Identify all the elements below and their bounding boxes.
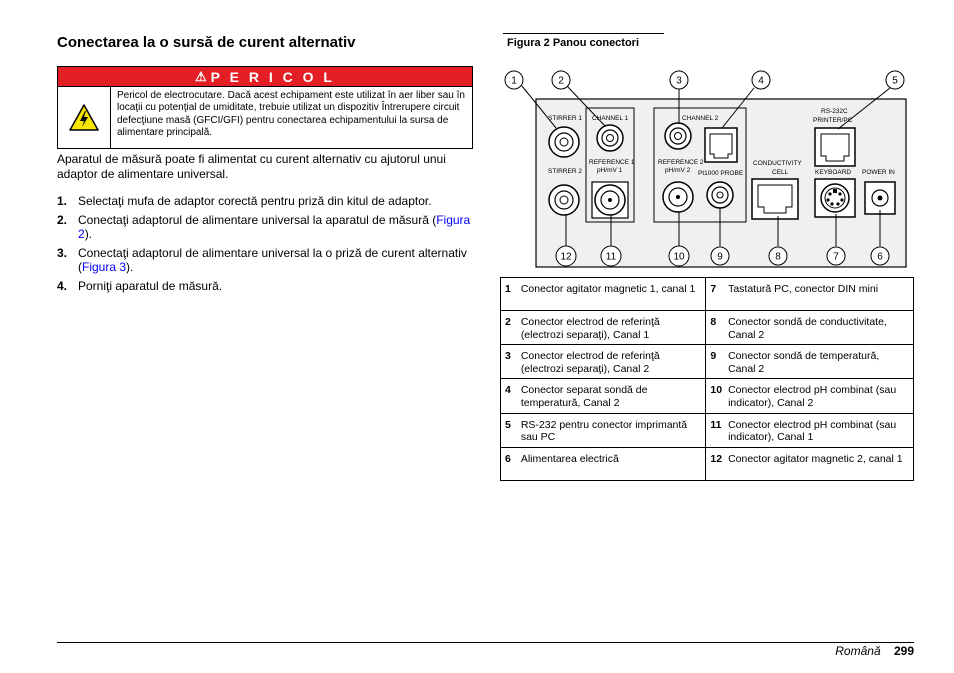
svg-text:11: 11	[605, 251, 617, 263]
callout-4	[752, 71, 770, 89]
svg-text:10: 10	[673, 251, 685, 263]
label-phmv-2: pH/mV 2	[665, 167, 691, 174]
figure-caption: Figura 2 Panou conectori	[507, 37, 640, 49]
label-stirrer-2: STIRRER 2	[548, 168, 582, 175]
figure-3-link[interactable]: Figura 3	[82, 260, 127, 274]
svg-text:2: 2	[558, 75, 564, 87]
table-row: 4 Conector separat sondă de temperatură, Canal 2 10 Conector electrod pH combinat (sau indicator), Canal 2	[501, 379, 914, 413]
svg-text:1: 1	[511, 75, 517, 87]
callout-9	[711, 247, 729, 265]
label-stirrer-1: STIRRER 1	[548, 115, 582, 122]
svg-text:8: 8	[775, 251, 781, 263]
figure-rule	[503, 33, 664, 34]
conductivity-rj-jack	[752, 179, 798, 219]
ph-mv-1-bnc	[592, 182, 628, 218]
callout-2	[552, 71, 570, 89]
label-rs232c: RS-232C	[821, 108, 848, 115]
electric-shock-icon	[58, 87, 111, 148]
label-printer-pc: PRINTER/PC	[813, 117, 853, 124]
stirrer-1-jack	[549, 127, 579, 157]
callout-5	[886, 71, 904, 89]
stirrer-2-jack	[549, 185, 579, 215]
danger-box	[57, 66, 473, 149]
step-item: 2. Conectaţi adaptorul de alimentare universal la aparatul de măsură (Figura 2).	[57, 212, 471, 241]
callout-1	[505, 71, 523, 89]
svg-text:6: 6	[877, 251, 883, 263]
svg-text:4: 4	[758, 75, 764, 87]
label-reference-1: REFERENCE 1	[589, 159, 635, 166]
svg-text:3: 3	[676, 75, 682, 87]
label-keyboard: KEYBOARD	[815, 169, 852, 176]
table-row: 6 Alimentarea electrică 12 Conector agitator magnetic 2, canal 1	[501, 447, 914, 480]
connector-panel-diagram	[500, 64, 914, 274]
intro-paragraph: Aparatul de măsură poate fi alimentat cu curent alternativ cu ajutorul unui adaptor de alimentare universal.	[57, 152, 446, 181]
label-cell: CELL	[772, 169, 789, 176]
label-pt1000: Pt1000 PROBE	[698, 170, 744, 177]
keyboard-mini-din	[815, 179, 855, 217]
svg-text:5: 5	[892, 75, 898, 87]
label-channel-2: CHANNEL 2	[682, 115, 719, 122]
step-item: 4. Porniţi aparatul de măsură.	[57, 278, 223, 293]
reference-2-jack	[665, 123, 691, 149]
table-row: 2 Conector electrod de referinţă (electrozi separaţi), Canal 1 8 Conector sondă de conductivitate, Canal 2	[501, 311, 914, 345]
figure-2-link[interactable]: Figura 2	[78, 212, 471, 241]
svg-text:9: 9	[717, 251, 723, 263]
pt1000-jack	[707, 182, 733, 208]
ph-mv-2-bnc	[663, 182, 693, 212]
legend-table	[500, 277, 914, 481]
step-item: 1. Selectaţi mufa de adaptor corectă pentru priză din kitul de adaptor.	[57, 194, 432, 208]
page-number: 299	[893, 644, 914, 658]
label-phmv-1: pH/mV 1	[597, 167, 623, 174]
page-footer	[835, 644, 914, 658]
danger-label: P E R I C O L	[210, 68, 335, 85]
table-row: 1 Conector agitator magnetic 1, canal 1 7 Tastatură PC, conector DIN mini	[501, 278, 914, 311]
step-item: 3. Conectaţi adaptorul de alimentare universal la o priză de curent alternativ (Figura 3).	[57, 245, 467, 274]
callout-6	[871, 247, 889, 265]
callout-12	[556, 246, 576, 266]
rs232-rj-jack	[815, 128, 855, 166]
label-conductivity: CONDUCTIVITY	[753, 160, 802, 167]
label-power-in: POWER IN	[862, 169, 895, 176]
temperature-rj-jack	[705, 128, 737, 162]
warning-triangle-icon: ⚠	[195, 68, 207, 84]
power-in-jack	[865, 182, 895, 214]
steps-list	[57, 194, 472, 297]
danger-text: Pericol de electrocutare. Dacă acest echipament este utilizat în aer liber sau în locaţii cu potenţial de umiditate, trebuie utilizat un dispozitiv Întrerupere circuit defecţiune masă (GFCI/GFI) pentru conectarea echipamentului la sursa de alimentare principală.	[117, 90, 465, 139]
label-reference-2: REFERENCE 2	[658, 159, 704, 166]
footer-language: Română	[835, 644, 881, 658]
table-row: 5 RS-232 pentru conector imprimantă sau PC 11 Conector electrod pH combinat (sau indicator), Canal 1	[501, 413, 914, 447]
callout-10	[669, 246, 689, 266]
callout-7	[827, 247, 845, 265]
callout-11	[601, 246, 621, 266]
footer-rule	[57, 642, 914, 643]
reference-1-jack	[597, 125, 623, 151]
table-row: 3 Conector electrod de referinţă (electrozi separaţi), Canal 2 9 Conector sondă de temperatură, Canal 2	[501, 345, 914, 379]
svg-text:7: 7	[833, 251, 839, 263]
callout-8	[769, 247, 787, 265]
svg-text:12: 12	[560, 251, 572, 263]
danger-header	[58, 67, 472, 86]
callout-3	[670, 71, 688, 89]
label-channel-1: CHANNEL 1	[592, 115, 629, 122]
section-title: Conectarea la o sursă de curent alternativ	[57, 34, 356, 51]
